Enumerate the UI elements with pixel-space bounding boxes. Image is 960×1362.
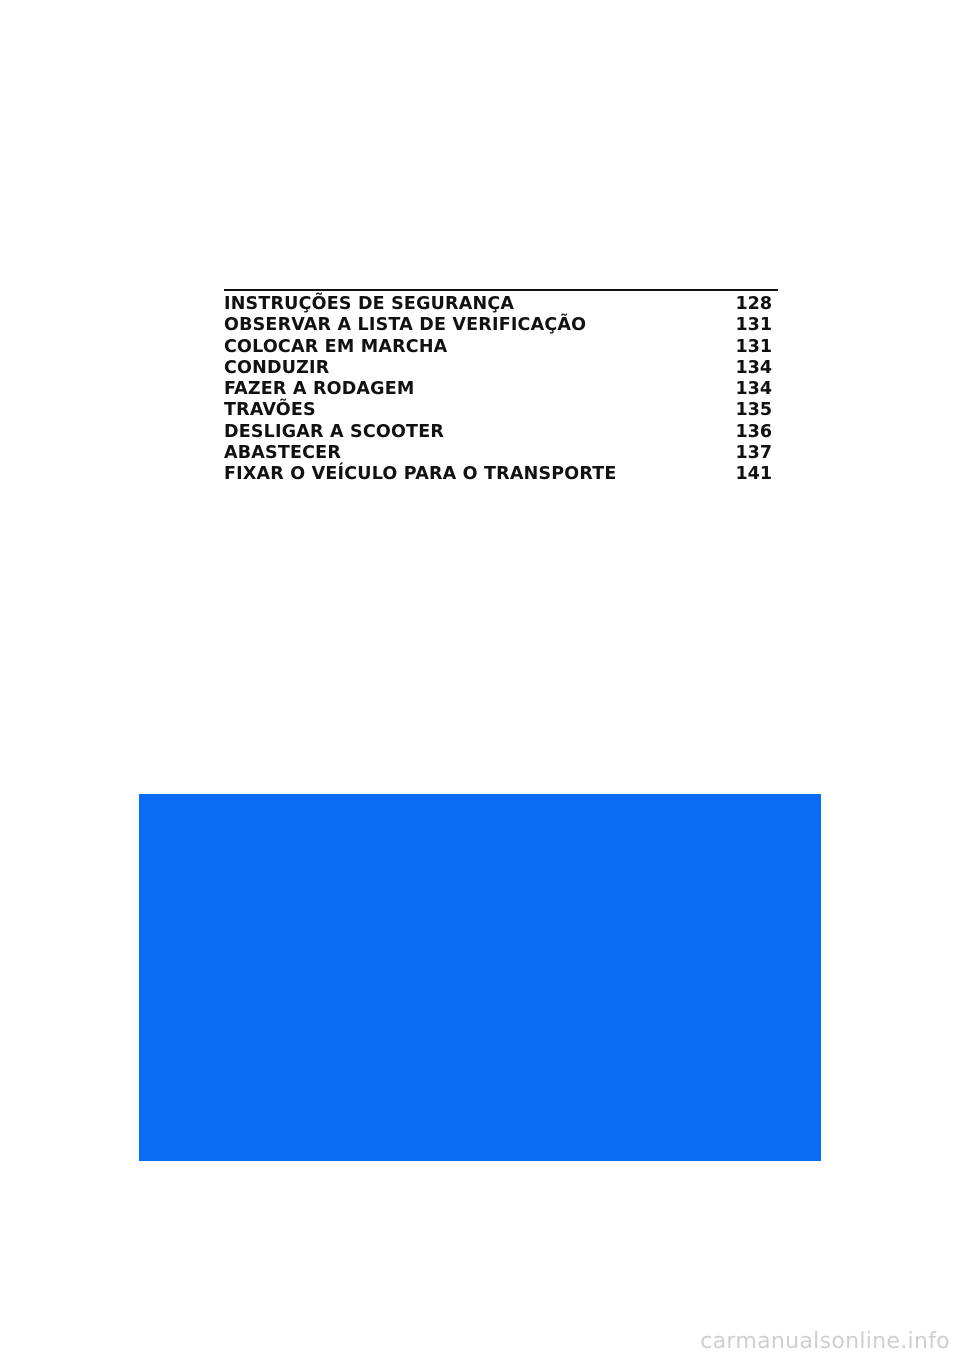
toc-entry-checklist[interactable]	[224, 315, 778, 336]
toc-entry-title: DESLIGAR A SCOOTER	[224, 421, 445, 442]
toc-entry-page: 136	[735, 421, 772, 442]
blue-panel	[139, 794, 821, 1161]
toc-entry-title: CONDUZIR	[224, 357, 330, 378]
watermark: carmanualsonline.info	[700, 1329, 950, 1354]
toc-entry-page: 134	[735, 357, 772, 378]
toc-entry-page: 131	[735, 315, 772, 336]
toc-entry-switch-off[interactable]	[224, 422, 778, 443]
toc-entry-refuel[interactable]	[224, 443, 778, 464]
toc-entry-start-up[interactable]	[224, 337, 778, 358]
toc-entry-page: 134	[735, 379, 772, 400]
toc-entry-running-in[interactable]	[224, 379, 778, 400]
toc-entry-riding[interactable]	[224, 358, 778, 379]
table-of-contents	[224, 289, 778, 486]
toc-entry-page: 128	[735, 294, 772, 314]
toc-entry-title: TRAVÕES	[224, 400, 316, 421]
toc-entry-title: FIXAR O VEÍCULO PARA O TRANSPORTE	[224, 464, 617, 485]
toc-entry-title: ABASTECER	[224, 443, 341, 464]
toc-entry-page: 137	[735, 443, 772, 464]
toc-entry-brakes[interactable]	[224, 400, 778, 421]
toc-entry-transport[interactable]	[224, 464, 778, 485]
toc-entry-page: 135	[735, 400, 772, 421]
toc-entry-title: COLOCAR EM MARCHA	[224, 336, 448, 357]
toc-entry-page: 141	[735, 464, 772, 485]
toc-entry-safety-instructions[interactable]	[224, 294, 778, 315]
toc-entry-title: OBSERVAR A LISTA DE VERIFICAÇÃO	[224, 315, 587, 336]
toc-entry-page: 131	[735, 336, 772, 357]
toc-entry-title: INSTRUÇÕES DE SEGURANÇA	[224, 294, 515, 314]
toc-entry-title: FAZER A RODAGEM	[224, 379, 415, 400]
